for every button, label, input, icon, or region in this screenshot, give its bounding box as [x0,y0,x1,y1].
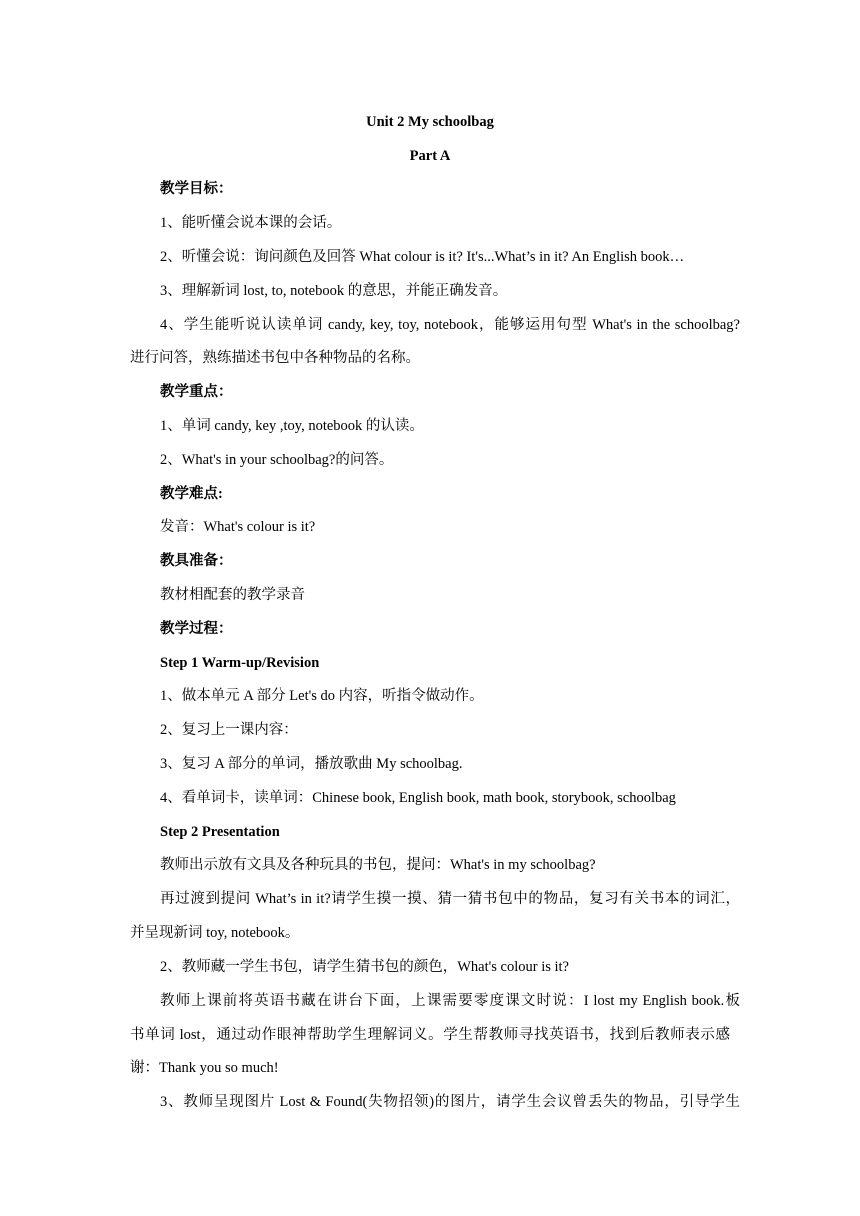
step1-item: 3、复习 A 部分的单词，播放歌曲 My schoolbag. [160,756,463,772]
objective-item: 2、听懂会说：询问颜色及回答 What colour is it? It's...What’s in it? An English book… [160,249,685,265]
step2-paragraph-line: 书单词 lost，通过动作眼神帮助学生理解词义。学生帮教师寻找英语书，找到后教师表示感 [130,1027,730,1043]
step2-paragraph-line: 3、教师呈现图片 Lost & Found(失物招领)的图片，请学生会议曾丢失的物品，引导学生 [160,1094,740,1110]
step1-item: 4、看单词卡，读单词：Chinese book, English book, math book, storybook, schoolbag [160,790,676,806]
objective-item: 3、理解新词 lost, to, notebook 的意思，并能正确发音。 [160,283,508,299]
step2-paragraph-line: 2、教师藏一学生书包，请学生猜书包的颜色，What's colour is it? [160,959,569,975]
step2-paragraph-line: 并呈现新词 toy, notebook。 [130,925,300,941]
objective-item-continued: 进行问答，熟练描述书包中各种物品的名称。 [130,350,420,366]
difficulties-heading: 教学难点: [160,486,223,502]
step1-item: 1、做本单元 A 部分 Let's do 内容，听指令做动作。 [160,688,484,704]
key-point-item: 1、单词 candy, key ,toy, notebook 的认读。 [160,418,424,434]
document-title: Unit 2 My schoolbag [366,114,494,130]
step2-paragraph-line: 教师上课前将英语书藏在讲台下面，上课需要零度课文时说：I lost my English book.板 [160,993,740,1009]
objective-item: 4、学生能听说认读单词 candy, key, toy, notebook，能够运用句型 What's in the schoolbag? [160,317,740,333]
difficulties-text: 发音：What's colour is it? [160,519,316,535]
step2-paragraph-line: 再过渡到提问 What’s in it?请学生摸一摸、猜一猜书包中的物品，复习有关书本的词汇， [160,891,740,907]
process-heading: 教学过程： [160,621,233,637]
materials-heading: 教具准备： [160,553,233,569]
step1-heading: Step 1 Warm-up/Revision [160,655,320,671]
step1-item: 2、复习上一课内容： [160,722,298,738]
key-point-item: 2、What's in your schoolbag?的问答。 [160,452,394,468]
objective-item: 1、能听懂会说本课的会话。 [160,215,342,231]
step2-paragraph-line: 教师出示放有文具及各种玩具的书包，提问：What's in my schoolbag? [160,857,596,873]
step2-heading: Step 2 Presentation [160,824,280,840]
document-subtitle: Part A [409,148,451,164]
materials-text: 教材相配套的教学录音 [160,587,305,603]
step2-paragraph-line: 谢：Thank you so much! [130,1060,279,1076]
objectives-heading: 教学目标： [160,181,233,197]
key-points-heading: 教学重点： [160,384,233,400]
